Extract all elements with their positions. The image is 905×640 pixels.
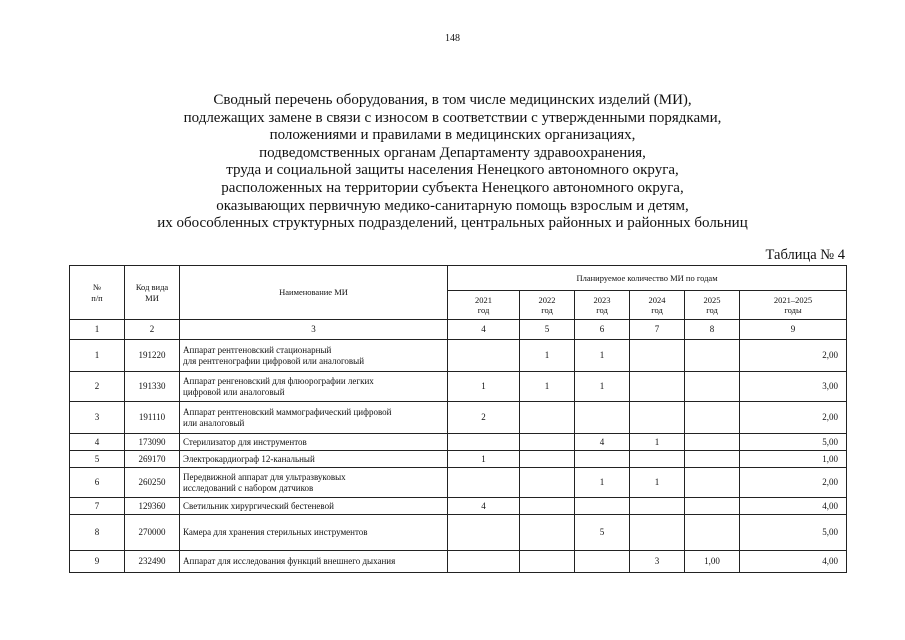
cell-2021: 1: [448, 451, 520, 468]
column-number: 5: [520, 320, 575, 340]
cell-name: Аппарат рентгеновский маммографический цифровой или аналоговый: [180, 402, 448, 434]
document-title: [0, 92, 905, 233]
cell-code: 269170: [125, 451, 180, 468]
header-planned: Планируемое количество МИ по годам: [448, 266, 847, 291]
cell-code: 191110: [125, 402, 180, 434]
cell-num: 2: [70, 372, 125, 402]
cell-num: 7: [70, 498, 125, 515]
cell-num: 8: [70, 515, 125, 551]
cell-total: 2,00: [740, 402, 847, 434]
cell-2023: 1: [575, 372, 630, 402]
cell-2023: [575, 451, 630, 468]
cell-2021: [448, 434, 520, 451]
cell-2021: [448, 468, 520, 498]
cell-num: 5: [70, 451, 125, 468]
table-row: [70, 551, 847, 573]
column-number: 1: [70, 320, 125, 340]
cell-num: 1: [70, 340, 125, 372]
cell-code: 173090: [125, 434, 180, 451]
cell-2022: [520, 451, 575, 468]
table-row: [70, 498, 847, 515]
cell-2022: 1: [520, 372, 575, 402]
cell-2022: [520, 498, 575, 515]
table-row: [70, 340, 847, 372]
cell-2023: [575, 402, 630, 434]
cell-2025: [685, 451, 740, 468]
cell-name: Аппарат ренгеновский для флюорографии легких цифровой или аналоговый: [180, 372, 448, 402]
cell-2022: 1: [520, 340, 575, 372]
cell-total: 2,00: [740, 340, 847, 372]
cell-2021: [448, 515, 520, 551]
title-line: их обособленных структурных подразделений, центральных районных и районных больниц: [157, 215, 748, 232]
cell-2021: [448, 340, 520, 372]
title-line: подведомственных органам Департаменту здравоохранения,: [259, 144, 646, 161]
title-line: Сводный перечень оборудования, в том числе медицинских изделий (МИ),: [213, 92, 692, 108]
cell-2023: 1: [575, 468, 630, 498]
table-row: [70, 372, 847, 402]
cell-2023: 1: [575, 340, 630, 372]
header-num: № п/п: [70, 266, 125, 320]
cell-2022: [520, 468, 575, 498]
cell-2021: 2: [448, 402, 520, 434]
header-name: Наименование МИ: [180, 266, 448, 320]
header-year: 2024 год: [630, 291, 685, 320]
title-line: оказывающих первичную медико-санитарную помощь взрослым и детям,: [216, 197, 689, 214]
column-number: 8: [685, 320, 740, 340]
header-year: 2021 год: [448, 291, 520, 320]
title-line: расположенных на территории субъекта Ненецкого автономного округа,: [221, 179, 684, 196]
cell-2025: [685, 515, 740, 551]
cell-2024: 3: [630, 551, 685, 573]
cell-name: Аппарат для исследования функций внешнего дыхания: [180, 551, 448, 573]
table-row: [70, 451, 847, 468]
header-year: 2022 год: [520, 291, 575, 320]
table-row: [70, 402, 847, 434]
cell-code: 129360: [125, 498, 180, 515]
column-number: 3: [180, 320, 448, 340]
cell-2024: [630, 340, 685, 372]
column-number: 9: [740, 320, 847, 340]
cell-2025: [685, 468, 740, 498]
title-line: подлежащих замене в связи с износом в соответствии с утвержденными порядками,: [183, 109, 722, 126]
cell-name: Светильник хирургический бестеневой: [180, 498, 448, 515]
cell-code: 260250: [125, 468, 180, 498]
cell-2022: [520, 551, 575, 573]
cell-2025: 1,00: [685, 551, 740, 573]
cell-2022: [520, 515, 575, 551]
cell-2024: [630, 498, 685, 515]
cell-num: 9: [70, 551, 125, 573]
cell-name: Электрокардиограф 12-канальный: [180, 451, 448, 468]
column-number: 7: [630, 320, 685, 340]
page-number: 148: [445, 33, 460, 44]
cell-2024: [630, 451, 685, 468]
cell-code: 232490: [125, 551, 180, 573]
cell-total: 2,00: [740, 468, 847, 498]
column-number: 2: [125, 320, 180, 340]
cell-2025: [685, 340, 740, 372]
cell-code: 270000: [125, 515, 180, 551]
column-number: 6: [575, 320, 630, 340]
cell-total: 4,00: [740, 551, 847, 573]
table-label: Таблица № 4: [765, 247, 845, 263]
cell-code: 191220: [125, 340, 180, 372]
header-code: Код вида МИ: [125, 266, 180, 320]
cell-2024: 1: [630, 468, 685, 498]
cell-2024: [630, 372, 685, 402]
cell-2023: [575, 498, 630, 515]
cell-2022: [520, 434, 575, 451]
cell-2021: [448, 551, 520, 573]
cell-2023: 4: [575, 434, 630, 451]
cell-name: Камера для хранения стерильных инструментов: [180, 515, 448, 551]
table-row: [70, 434, 847, 451]
equipment-table: [69, 265, 847, 573]
cell-name: Стерилизатор для инструментов: [180, 434, 448, 451]
cell-name: Передвижной аппарат для ультразвуковых исследований с набором датчиков: [180, 468, 448, 498]
cell-total: 5,00: [740, 434, 847, 451]
cell-total: 1,00: [740, 451, 847, 468]
cell-2024: [630, 515, 685, 551]
cell-2025: [685, 402, 740, 434]
header-year: 2023 год: [575, 291, 630, 320]
cell-code: 191330: [125, 372, 180, 402]
table-row: [70, 515, 847, 551]
cell-2025: [685, 372, 740, 402]
cell-total: 5,00: [740, 515, 847, 551]
cell-2024: [630, 402, 685, 434]
cell-2025: [685, 498, 740, 515]
cell-2023: [575, 551, 630, 573]
title-line: труда и социальной защиты населения Ненецкого автономного округа,: [226, 162, 679, 179]
title-line: положениями и правилами в медицинских организациях,: [269, 127, 636, 144]
cell-2022: [520, 402, 575, 434]
cell-total: 4,00: [740, 498, 847, 515]
cell-name: Аппарат рентгеновский стационарный для рентгенографии цифровой или аналоговый: [180, 340, 448, 372]
cell-2023: 5: [575, 515, 630, 551]
cell-num: 4: [70, 434, 125, 451]
table-row: [70, 468, 847, 498]
cell-2024: 1: [630, 434, 685, 451]
column-number: 4: [448, 320, 520, 340]
cell-total: 3,00: [740, 372, 847, 402]
cell-num: 3: [70, 402, 125, 434]
cell-2021: 4: [448, 498, 520, 515]
cell-2021: 1: [448, 372, 520, 402]
cell-2025: [685, 434, 740, 451]
cell-num: 6: [70, 468, 125, 498]
header-year: 2025 год: [685, 291, 740, 320]
header-year-total: 2021–2025 годы: [740, 291, 847, 320]
